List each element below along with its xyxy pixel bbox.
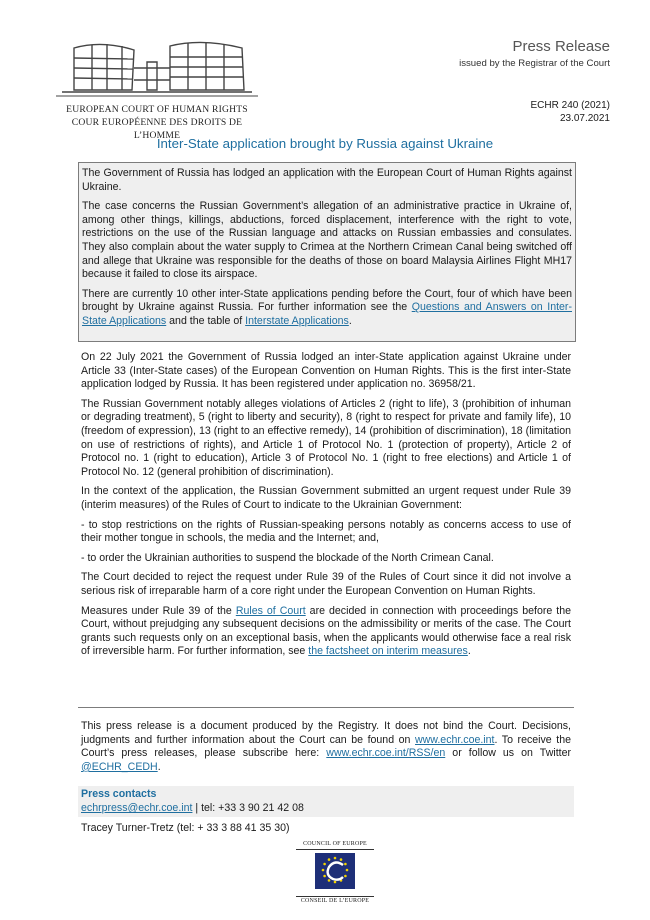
body-paragraph-1: On 22 July 2021 the Government of Russia lodged an inter-State application against Ukraine under Article 33 (Inter-State cases) of the European Convention on Human Rights. This is the first inter-State application lodged by Russia. It has been registered under application no. 36958/21. bbox=[81, 351, 571, 391]
summary-paragraph-2: The case concerns the Russian Government’s allegation of an administrative practice in Ukraine of, among other things, killings, abductions, forced displacement, interference with the right to vote, restrictions on the use of the Russian language and attacks on Russian embassies and consulates. They also complain about the water supply to Crimea at the Northern Crimean Canal being switched off and allege that Ukraine was responsible for the deaths of those on board Malaysia Airlines Flight MH17 because it failed to close its airspace. bbox=[82, 200, 572, 281]
reference-block bbox=[531, 99, 610, 125]
twitter-link[interactable]: @ECHR_CEDH bbox=[81, 760, 158, 773]
body-paragraph-4: - to stop restrictions on the rights of Russian-speaking persons notably as concerns access to use of their mother tongue in schools, the media and the Internet; and, bbox=[81, 518, 571, 545]
rules-of-court-link[interactable]: Rules of Court bbox=[235, 604, 306, 617]
summary-text: and the table of bbox=[166, 314, 246, 327]
press-email-line bbox=[81, 801, 571, 815]
footer-text: . To receive the Court’s press releases, please subscribe here: bbox=[81, 733, 571, 760]
council-of-europe-logo bbox=[290, 841, 380, 905]
contact-person: Tracey Turner-Tretz (tel: + 33 3 88 41 35 30) bbox=[81, 822, 290, 834]
summary-paragraph-1: The Government of Russia has lodged an application with the European Court of Human Rights against Ukraine. bbox=[82, 167, 572, 193]
rss-link[interactable]: www.echr.coe.int/RSS/en bbox=[326, 747, 446, 760]
page-title: Inter-State application brought by Russia against Ukraine bbox=[156, 136, 494, 151]
press-email-link[interactable]: echrpress@echr.coe.int bbox=[81, 802, 193, 814]
body-paragraph-2: The Russian Government notably alleges violations of Articles 2 (right to life), 3 (prohibition of inhuman or degrading treatment), 5 (right to liberty and security), 8 (right to respect for private and family life), 10 (freedom of expression), 13 (right to an effective remedy), 14 (prohibition of discrimination), 18 (limitation on use of restrictions of rights), and Article 1 of Protocol No. 1 (protection of property), Article 2 of Protocol no. 1 (right to education), Article 3 of Protocol No. 1 (right to free elections) and Article 1 of Protocol No. 12 (general prohibition of discrimination). bbox=[81, 397, 571, 478]
body-text bbox=[78, 351, 574, 665]
body-paragraph-3: In the context of the application, the Russian Government submitted an urgent request under Rule 39 (interim measures) of the Rules of Court to indicate to the Ukrainian Government: bbox=[81, 485, 571, 511]
footer-note bbox=[78, 720, 574, 774]
court-name-en: EUROPEAN COURT OF HUMAN RIGHTS bbox=[66, 104, 248, 115]
summary-text: . bbox=[348, 314, 352, 327]
footer-paragraph bbox=[78, 720, 574, 774]
divider bbox=[78, 707, 574, 708]
coe-name-en: COUNCIL OF EUROPE bbox=[303, 841, 367, 847]
press-tel: | tel: +33 3 90 21 42 08 bbox=[192, 802, 304, 814]
reference-number: ECHR 240 (2021) bbox=[530, 100, 610, 111]
body-paragraph-5: - to order the Ukrainian authorities to suspend the blockade of the North Crimean Canal. bbox=[81, 551, 494, 564]
body-paragraph-6: The Court decided to reject the request under Rule 39 of the Rules of Court since it did not involve a serious risk of irreparable harm of a core right under the European Convention on Human Rights. bbox=[81, 571, 571, 597]
coe-name-fr: CONSEIL DE L’EUROPE bbox=[300, 898, 370, 904]
press-release-label: Press Release bbox=[512, 38, 610, 55]
coe-rule bbox=[296, 896, 374, 897]
echr-website-link[interactable]: www.echr.coe.int bbox=[415, 733, 495, 746]
interstate-applications-link[interactable]: Interstate Applications bbox=[245, 314, 349, 327]
issued-by-label: issued by the Registrar of the Court bbox=[459, 58, 610, 69]
body-text-span: Measures under Rule 39 of the bbox=[81, 604, 236, 617]
summary-text: There are currently 10 other inter-State applications pending before the Court, four of which have been brought by Ukraine against Russia. For further information see the bbox=[82, 287, 572, 314]
press-contacts-heading: Press contacts bbox=[81, 788, 157, 800]
qa-inter-state-link[interactable]: Questions and Answers on Inter-State Applications bbox=[82, 301, 572, 327]
footer-text: . bbox=[157, 760, 161, 773]
press-contacts-main bbox=[78, 786, 574, 817]
body-text-span: are decided in connection with proceedings before the Court, without prejudging any subsequent decisions on the admissibility or merits of the case. The Court grants such requests only on an exceptional basis, when the applicants would otherwise face a real risk of irreversible harm. For further information, see bbox=[81, 604, 571, 658]
body-text-span: . bbox=[467, 645, 471, 658]
footer-text: or follow us on Twitter bbox=[445, 747, 572, 760]
summary-paragraph-3 bbox=[79, 288, 575, 329]
release-date: 23.07.2021 bbox=[559, 113, 610, 124]
court-name-fr: COUR EUROPÉENNE DES DROITS DE L’HOMME bbox=[71, 117, 243, 141]
coe-rule bbox=[296, 849, 374, 850]
court-logo bbox=[52, 40, 262, 142]
interim-measures-factsheet-link[interactable]: the factsheet on interim measures bbox=[308, 645, 468, 658]
coe-emblem-icon bbox=[313, 853, 357, 889]
body-paragraph-7 bbox=[78, 605, 574, 659]
summary-box bbox=[78, 162, 576, 342]
court-building-icon bbox=[52, 40, 262, 98]
footer-text: This press release is a document produced by the Registry. It does not bind the Court. Decisions, judgments and further information about the Court can be found on bbox=[81, 720, 571, 746]
press-contacts bbox=[78, 786, 574, 839]
